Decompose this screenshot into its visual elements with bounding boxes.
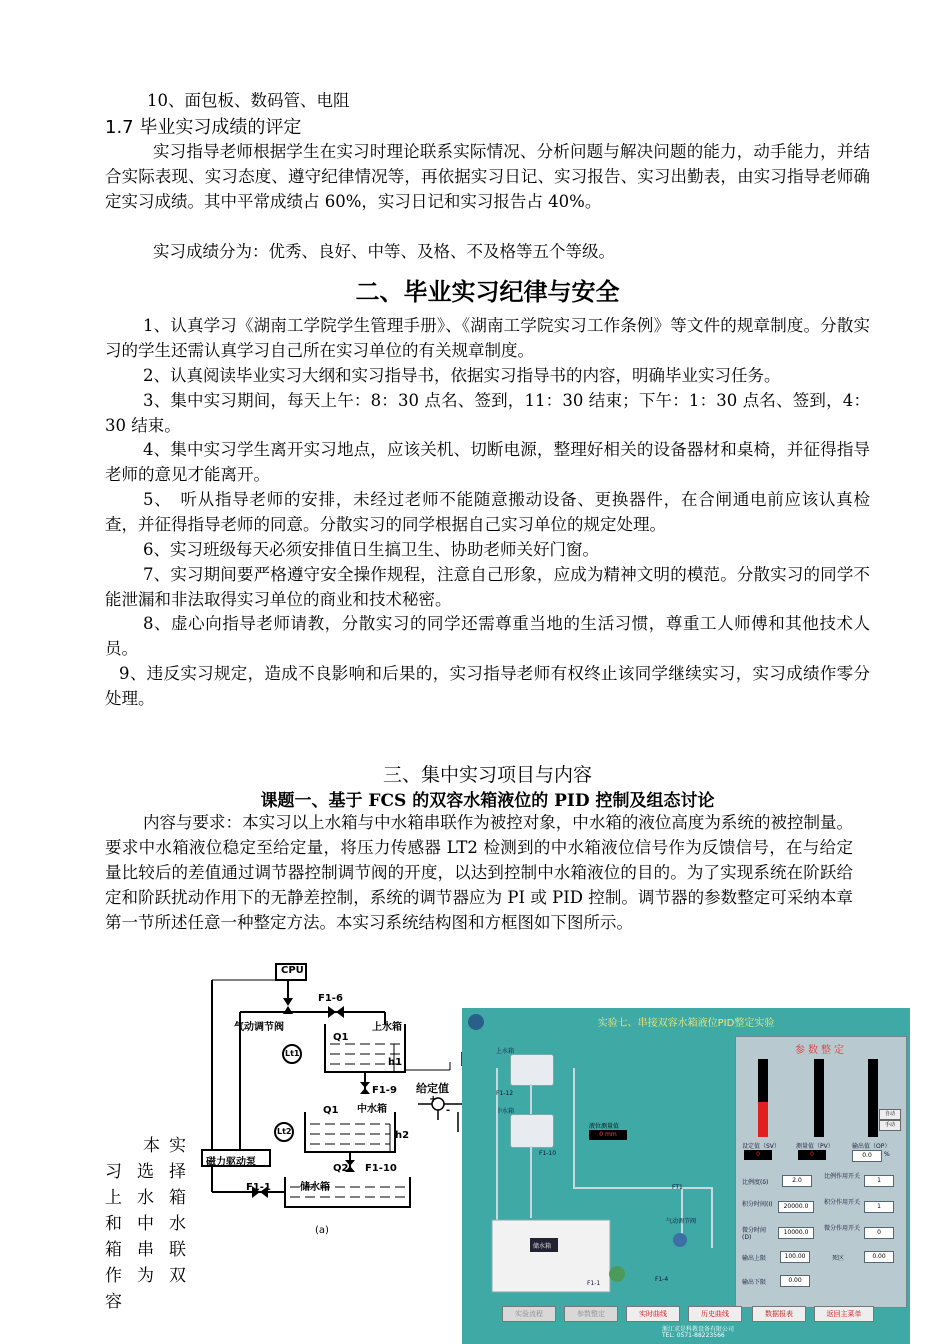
diagram-driver-label: 磁力驱动泵	[206, 1157, 256, 1168]
rule-6: 6、实习班级每天必须安排值日生搞卫生、协助老师关好门窗。	[143, 540, 599, 559]
diagram-caption: (a)	[315, 1225, 329, 1236]
d-label: 微分时间(D)	[742, 1227, 767, 1241]
hmi-valve-label: 气动调节阀	[666, 1218, 697, 1225]
diagram-q2-label: Q2	[333, 1163, 349, 1174]
list-item-10: 10、面包板、数码管、电阻	[147, 91, 350, 110]
dead-label: 死区	[832, 1255, 845, 1262]
rule-5: 5、 听从指导老师的安排，未经过老师不能随意搬动设备、更换器件，在合闸通电前应该认真检查，并征得指导老师的同意。分散实习的同学根据自己实习单位的规定处理。	[105, 490, 870, 534]
lo-value[interactable]: 0.00	[780, 1275, 810, 1287]
diagram-q1a-label: Q1	[333, 1032, 349, 1043]
hmi-f11-label: F1-1	[587, 1280, 601, 1287]
op-gauge	[868, 1059, 878, 1137]
rule-1: 1、认真学习《湖南工学院学生管理手册》、《湖南工学院实习工作条例》等文件的规章制度。分散实习的学生还需认真学习自己所在实习单位的有关规章制度。	[105, 316, 870, 360]
sum-plus: +	[429, 1094, 438, 1105]
hmi-screenshot	[462, 1008, 910, 1344]
i-switch-label: 积分作用开关	[824, 1199, 861, 1206]
diagram-q1b-label: Q1	[323, 1105, 339, 1116]
pv-label: 测量值（PV）	[796, 1143, 834, 1150]
hmi-f14-label: F1-4	[655, 1276, 669, 1283]
section-title-2: 二、毕业实习纪律与安全	[355, 278, 620, 306]
d-switch-label: 微分作用开关	[824, 1225, 861, 1232]
mid-tank-label: 中水箱	[496, 1108, 515, 1115]
parameter-panel	[735, 1036, 907, 1308]
hmi-ft-label: FT1	[672, 1184, 683, 1191]
rule-7: 7、实习期间要严格遵守安全操作规程，注意自己形象，应成为精神文明的模范。分散实习的同学不能泄漏和非法取得实习单位的商业和技术秘密。	[105, 565, 870, 609]
diagram-mid-tank-label: 中水箱	[357, 1104, 387, 1115]
hi-label: 输出上限	[742, 1255, 767, 1262]
i-label: 积分时间(I)	[742, 1201, 773, 1208]
level-value: 0 mm	[589, 1130, 627, 1140]
sv-value: 0	[744, 1150, 772, 1160]
sv-label: 设定值（SV）	[742, 1143, 780, 1150]
main-menu-button[interactable]: 返回主菜单	[814, 1306, 874, 1322]
p-switch-value[interactable]: 1	[864, 1175, 894, 1187]
rule-9: 9、违反实习规定，造成不良影响和后果的，实习指导老师有权终止该同学继续实习，实习成绩作零分处理。	[105, 664, 870, 708]
param-button[interactable]: 参数整定	[564, 1306, 618, 1322]
diagram-upper-tank-label: 上水箱	[372, 1022, 402, 1033]
lo-label: 输出下限	[742, 1279, 767, 1286]
i-value[interactable]: 20000.0	[778, 1201, 814, 1213]
panel-title: 参数整定	[795, 1045, 847, 1056]
upper-tank-label: 上水箱	[496, 1048, 515, 1055]
diagram-f11-label: F1-1	[246, 1182, 271, 1193]
hmi-phone: TEL: 0571-88223566	[662, 1332, 725, 1339]
manual-button[interactable]: 手动	[879, 1120, 901, 1131]
pv-gauge	[814, 1059, 824, 1137]
setpoint-label: 给定值	[416, 1082, 449, 1095]
d-switch-value[interactable]: 0	[864, 1227, 894, 1239]
diagram-lt2-label: Lt2	[277, 1127, 292, 1136]
sum-minus: -	[446, 1105, 451, 1116]
realtime-button[interactable]: 实时曲线	[626, 1306, 680, 1322]
hmi-f112-label: F1-12	[496, 1090, 514, 1097]
diagram-cpu-label: CPU	[281, 965, 304, 976]
level-label: 液位测量值	[589, 1123, 620, 1130]
report-button[interactable]: 数据报表	[752, 1306, 806, 1322]
diagram-valve-label: 气动调节阀	[234, 1022, 284, 1033]
hi-value[interactable]: 100.00	[780, 1251, 810, 1263]
paragraph-grading: 实习指导老师根据学生在实习时理论联系实际情况、分析问题与解决问题的能力，动手能力，并结合实际表现、实习态度、遵守纪律情况等，再依据实习日记、实习报告、实习出勤表，由实习指导老师确定实习成绩。其中平常成绩占 60%，实习日记和实习报告占 40%。	[105, 142, 870, 211]
hmi-piping	[462, 1008, 735, 1306]
sv-gauge	[758, 1059, 768, 1137]
paragraph-grade-levels: 实习成绩分为：优秀、良好、中等、及格、不及格等五个等级。	[153, 242, 615, 261]
hmi-footer: 浙江求是科教设备有限公司	[662, 1326, 735, 1333]
diagram-h2-label: h2	[395, 1130, 410, 1141]
diagram-f16-label: F1-6	[318, 993, 343, 1004]
p-label: 比例度(δ)	[742, 1179, 769, 1186]
hmi-title: 实验七、串接双容水箱液位PID整定实验	[597, 1018, 775, 1029]
diagram-h1-label: h1	[388, 1057, 403, 1068]
p-value[interactable]: 2.0	[782, 1175, 812, 1187]
diagram-lt1-label: Lt1	[285, 1049, 300, 1058]
rule-4: 4、集中实习学生离开实习地点，应该关机、切断电源，整理好相关的设备器材和桌椅，并征得指导老师的意见才能离开。	[105, 440, 870, 484]
percent-label: %	[884, 1151, 890, 1158]
diagram-f19-label: F1-9	[372, 1085, 397, 1096]
wrap-text: 本实习选择上水箱和中水箱串联作为双容	[105, 1136, 191, 1312]
i-switch-value[interactable]: 1	[864, 1201, 894, 1213]
section-title-1-7: 1.7 毕业实习成绩的评定	[105, 117, 302, 138]
auto-button[interactable]: 自动	[879, 1109, 901, 1120]
rule-2: 2、认真阅读毕业实习大纲和实习指导书，依据实习指导书的内容，明确毕业实习任务。	[143, 366, 781, 385]
op-label: 输出值（OP）	[852, 1143, 891, 1150]
diagram-f110-label: F1-10	[365, 1163, 397, 1174]
history-button[interactable]: 历史曲线	[688, 1306, 742, 1322]
flow-button[interactable]: 实验流程	[502, 1306, 556, 1322]
storage-tank-label: 储水箱	[533, 1243, 552, 1250]
diagram-storage-label: 储水箱	[300, 1182, 330, 1193]
dead-value[interactable]: 0.00	[864, 1251, 894, 1263]
rule-3: 3、集中实习期间，每天上午：8：30 点名、签到，11：30 结束；下午：1：30 点名、签到，4：30 结束。	[105, 391, 870, 435]
d-value[interactable]: 10000.0	[778, 1227, 814, 1239]
rule-8: 8、虚心向指导老师请教，分散实习的同学还需尊重当地的生活习惯，尊重工人师傅和其他技术人员。	[105, 614, 870, 658]
topic-1-title: 课题一、基于 FCS 的双容水箱液位的 PID 控制及组态讨论	[260, 791, 715, 811]
op-value: 0.0	[852, 1150, 882, 1162]
hmi-f110-label: F1-10	[539, 1150, 557, 1157]
p-switch-label: 比例作用开关	[824, 1173, 861, 1180]
topic-1-body: 内容与要求：本实习以上水箱与中水箱串联作为被控对象，中水箱的液位高度为系统的被控制量。要求中水箱液位稳定至给定量，将压力传感器 LT2 检测到的中水箱液位信号作为反馈信号，在与给定量比较后的差值通过调节器控制调节阀的开度，以达到控制中水箱液位的目的。为了实现系统在阶跃给定和阶跃扰动作用下的无静差控制，系统的调节器应为 PI 或 PID 控制。调节器的参数整定可采纳本章第一节所述任意一种整定方法。本实习系统结构图和方框图如下图所示。	[105, 813, 853, 932]
section-title-3: 三、集中实习项目与内容	[382, 764, 592, 786]
pv-value: 0	[798, 1150, 826, 1160]
